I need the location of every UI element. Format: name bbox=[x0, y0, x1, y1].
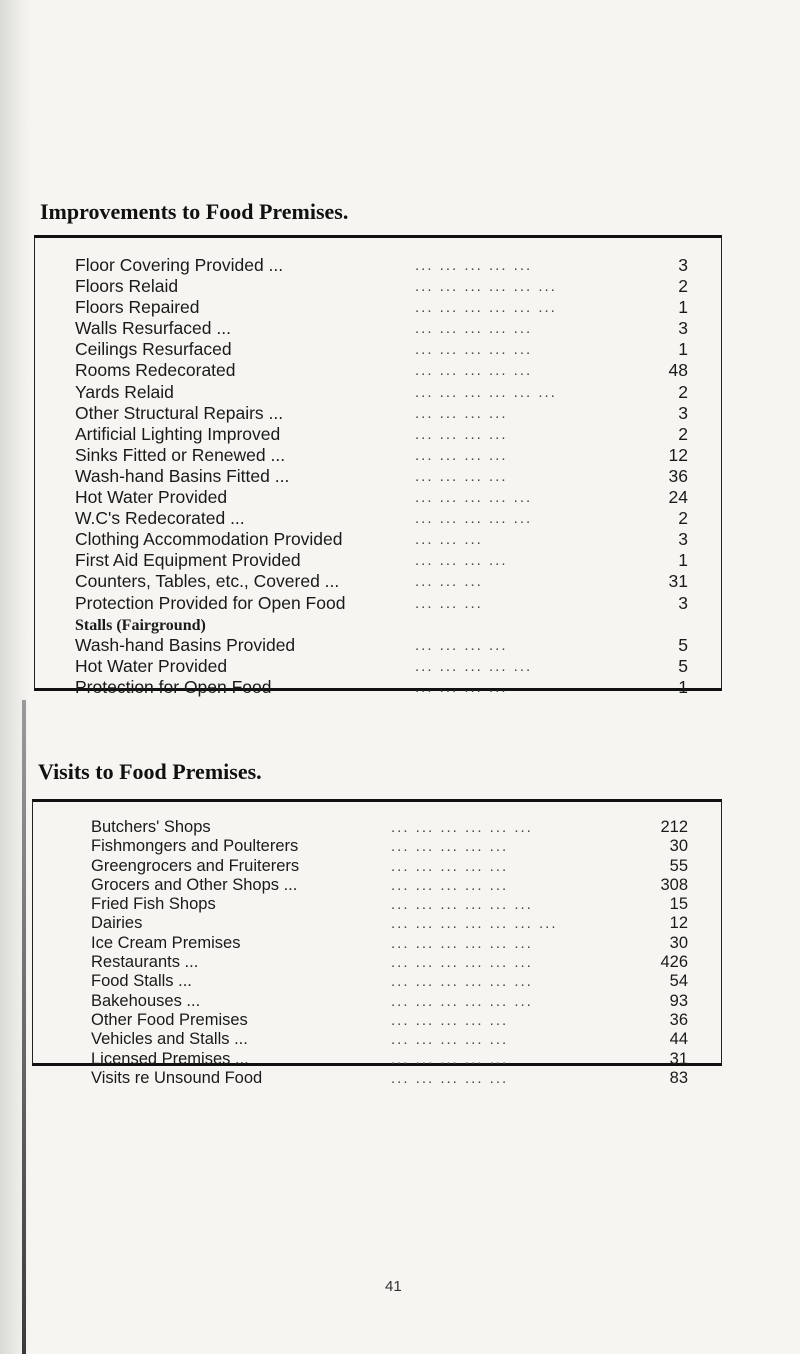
visits-row-value: 426 bbox=[660, 953, 688, 972]
improvements-row-leader: ... ... ... ... ... bbox=[415, 257, 533, 274]
visits-row-label: Vehicles and Stalls ... bbox=[91, 1030, 248, 1049]
improvements-row-leader: ... ... ... ... bbox=[415, 404, 508, 422]
visits-row-value: 36 bbox=[669, 1010, 688, 1029]
visits-row-leader: ... ... ... ... ... ... bbox=[391, 819, 533, 836]
visits-row-value: 83 bbox=[669, 1068, 688, 1087]
improvements-row-label: Wash-hand Basins Fitted ... bbox=[75, 465, 290, 486]
visits-row-label: Food Stalls ... bbox=[91, 972, 192, 991]
visits-row bbox=[91, 876, 721, 895]
page-number: 41 bbox=[385, 1278, 402, 1295]
visits-row-label: Visits re Unsound Food bbox=[91, 1068, 263, 1087]
visits-row-value: 44 bbox=[669, 1030, 688, 1049]
visits-row-label: Ice Cream Premises bbox=[91, 933, 241, 952]
visits-row bbox=[91, 857, 721, 876]
improvements-row-leader: ... ... ... ... ... bbox=[415, 489, 533, 507]
visits-row bbox=[91, 1011, 721, 1030]
improvements-row bbox=[75, 424, 721, 445]
improvements-row-value: 24 bbox=[668, 487, 688, 508]
improvements-row bbox=[75, 529, 721, 550]
improvements-row-value: 5 bbox=[678, 655, 688, 676]
visits-row-value: 12 bbox=[669, 914, 688, 933]
improvements-row-value: 1 bbox=[678, 339, 688, 360]
visits-row bbox=[91, 972, 721, 991]
visits-row-leader: ... ... ... ... ... ... bbox=[391, 973, 533, 991]
improvements-row bbox=[75, 487, 721, 508]
visits-row-value: 30 bbox=[669, 837, 688, 856]
visits-row-leader: ... ... ... ... ... bbox=[391, 1069, 509, 1087]
improvements-row bbox=[75, 445, 721, 466]
visits-row bbox=[91, 1050, 721, 1069]
improvements-row-value: 5 bbox=[678, 634, 688, 655]
improvements-row-leader: ... ... ... ... ... ... bbox=[415, 299, 557, 317]
improvements-row-leader: ... ... ... ... ... bbox=[415, 362, 533, 380]
improvements-row-label: Sinks Fitted or Renewed ... bbox=[75, 444, 286, 465]
improvements-row bbox=[75, 550, 721, 571]
improvements-row-leader: ... ... ... bbox=[415, 573, 483, 591]
visits-row-label: Dairies bbox=[91, 914, 143, 933]
improvements-row-value: 3 bbox=[678, 402, 688, 423]
visits-row-leader: ... ... ... ... ... ... bbox=[391, 992, 533, 1010]
visits-row-value: 31 bbox=[669, 1049, 688, 1068]
improvements-row-leader: ... ... ... ... ... bbox=[415, 510, 533, 528]
improvements-row bbox=[75, 339, 721, 360]
improvements-row-leader: ... ... ... ... bbox=[415, 678, 508, 696]
visits-row-value: 212 bbox=[660, 818, 688, 836]
improvements-row-leader: ... ... ... ... bbox=[415, 467, 508, 485]
improvements-row-label: Rooms Redecorated bbox=[75, 360, 236, 381]
visits-row-leader: ... ... ... ... ... bbox=[391, 1031, 509, 1049]
improvements-row-label: Floors Repaired bbox=[75, 297, 200, 318]
visits-row-leader: ... ... ... ... ... ... bbox=[391, 896, 533, 914]
improvements-row-value: 2 bbox=[678, 276, 688, 297]
visits-row-leader: ... ... ... ... ... ... bbox=[391, 934, 533, 952]
improvements-row-leader: ... ... ... ... bbox=[415, 552, 508, 570]
improvements-row-leader: ... ... ... bbox=[415, 531, 483, 549]
improvements-row bbox=[75, 360, 721, 381]
improvements-row-value: 36 bbox=[668, 465, 688, 486]
visits-row-leader: ... ... ... ... ... bbox=[391, 838, 509, 856]
improvements-row-label: First Aid Equipment Provided bbox=[75, 550, 301, 571]
visits-row bbox=[91, 1030, 721, 1049]
visits-row bbox=[91, 914, 721, 933]
visits-row-label: Fried Fish Shops bbox=[91, 895, 216, 914]
improvements-row-leader: ... ... ... ... ... ... bbox=[415, 278, 557, 296]
improvements-table bbox=[34, 235, 722, 697]
visits-row-label: Licensed Premises ... bbox=[91, 1049, 249, 1068]
improvements-row-label: Protection for Open Food bbox=[75, 676, 272, 697]
improvements-row-label: W.C's Redecorated ... bbox=[75, 508, 245, 529]
improvements-row bbox=[75, 403, 721, 424]
improvements-row-leader: ... ... ... ... ... bbox=[415, 341, 533, 359]
visits-row-leader: ... ... ... ... ... bbox=[391, 857, 509, 875]
improvements-row-value: 1 bbox=[678, 676, 688, 697]
improvements-row bbox=[75, 318, 721, 339]
improvements-row-label: Hot Water Provided bbox=[75, 655, 228, 676]
visits-row-value: 54 bbox=[669, 972, 688, 991]
page-binding-shadow bbox=[22, 700, 26, 1354]
improvements-row-label: Protection Provided for Open Food bbox=[75, 592, 346, 613]
improvements-row bbox=[75, 635, 721, 656]
improvements-row-label: Wash-hand Basins Provided bbox=[75, 634, 296, 655]
improvements-title: Improvements to Food Premises. bbox=[40, 199, 349, 224]
improvements-row-leader: ... ... ... ... ... bbox=[415, 320, 533, 338]
visits-row-leader: ... ... ... ... ... ... bbox=[391, 954, 533, 972]
improvements-row-label: Stalls (Fairground) bbox=[75, 616, 206, 634]
visits-row-value: 93 bbox=[669, 991, 688, 1010]
improvements-row-value: 3 bbox=[678, 318, 688, 339]
improvements-row bbox=[75, 677, 721, 698]
improvements-row-label: Artificial Lighting Improved bbox=[75, 423, 281, 444]
improvements-row-leader: ... ... ... ... bbox=[415, 446, 508, 464]
improvements-row bbox=[75, 255, 721, 276]
improvements-row bbox=[75, 466, 721, 487]
improvements-row bbox=[75, 593, 721, 614]
visits-row-label: Greengrocers and Fruiterers bbox=[91, 856, 300, 875]
improvements-row-value: 3 bbox=[678, 592, 688, 613]
visits-row-leader: ... ... ... ... ... bbox=[391, 1011, 509, 1029]
visits-row-value: 30 bbox=[669, 933, 688, 952]
improvements-row bbox=[75, 382, 721, 403]
improvements-row-value: 31 bbox=[668, 571, 688, 592]
improvements-row bbox=[75, 508, 721, 529]
improvements-row-leader: ... ... ... ... bbox=[415, 636, 508, 654]
improvements-row-label: Floors Relaid bbox=[75, 276, 179, 297]
improvements-row bbox=[75, 614, 721, 635]
visits-row bbox=[91, 953, 721, 972]
visits-row-leader: ... ... ... ... ... ... ... bbox=[391, 915, 558, 933]
improvements-row-label: Floor Covering Provided ... bbox=[75, 255, 284, 275]
improvements-row bbox=[75, 571, 721, 592]
improvements-row-label: Clothing Accommodation Provided bbox=[75, 529, 343, 550]
visits-row bbox=[91, 895, 721, 914]
improvements-row-value: 1 bbox=[678, 550, 688, 571]
visits-table bbox=[32, 799, 722, 1087]
improvements-row-label: Walls Resurfaced ... bbox=[75, 318, 231, 339]
improvements-row-value: 48 bbox=[668, 360, 688, 381]
improvements-row-value: 1 bbox=[678, 297, 688, 318]
visits-row bbox=[91, 934, 721, 953]
improvements-row bbox=[75, 297, 721, 318]
visits-row-label: Fishmongers and Poulterers bbox=[91, 837, 299, 856]
visits-row bbox=[91, 818, 721, 837]
improvements-row-leader: ... ... ... ... ... bbox=[415, 657, 533, 675]
visits-row-label: Grocers and Other Shops ... bbox=[91, 875, 298, 894]
visits-row-label: Other Food Premises bbox=[91, 1010, 248, 1029]
improvements-row-value: 2 bbox=[678, 508, 688, 529]
improvements-row-value: 2 bbox=[678, 423, 688, 444]
visits-title: Visits to Food Premises. bbox=[38, 759, 262, 784]
visits-row-value: 55 bbox=[669, 856, 688, 875]
visits-row-value: 308 bbox=[660, 875, 688, 894]
visits-row-label: Bakehouses ... bbox=[91, 991, 201, 1010]
improvements-row-value: 3 bbox=[678, 529, 688, 550]
improvements-row-value: 12 bbox=[668, 444, 688, 465]
improvements-row bbox=[75, 656, 721, 677]
improvements-row-label: Hot Water Provided bbox=[75, 487, 228, 508]
improvements-row-value: 3 bbox=[678, 255, 688, 275]
visits-row bbox=[91, 992, 721, 1011]
visits-row bbox=[91, 1069, 721, 1088]
improvements-row-value: 2 bbox=[678, 381, 688, 402]
visits-row-leader: ... ... ... ... ... bbox=[391, 876, 509, 894]
visits-row-leader: ... ... ... ... ... bbox=[391, 1050, 509, 1068]
improvements-row-label: Ceilings Resurfaced bbox=[75, 339, 232, 360]
improvements-row-label: Counters, Tables, etc., Covered ... bbox=[75, 571, 340, 592]
improvements-row-leader: ... ... ... ... ... ... bbox=[415, 383, 557, 401]
improvements-row-label: Yards Relaid bbox=[75, 381, 174, 402]
improvements-row-label: Other Structural Repairs ... bbox=[75, 402, 284, 423]
improvements-row-leader: ... ... ... ... bbox=[415, 425, 508, 443]
improvements-row bbox=[75, 276, 721, 297]
visits-row-value: 15 bbox=[669, 895, 688, 914]
visits-row-label: Butchers' Shops bbox=[91, 818, 211, 836]
visits-row bbox=[91, 837, 721, 856]
visits-row-label: Restaurants ... bbox=[91, 953, 199, 972]
improvements-row-leader: ... ... ... bbox=[415, 594, 483, 612]
